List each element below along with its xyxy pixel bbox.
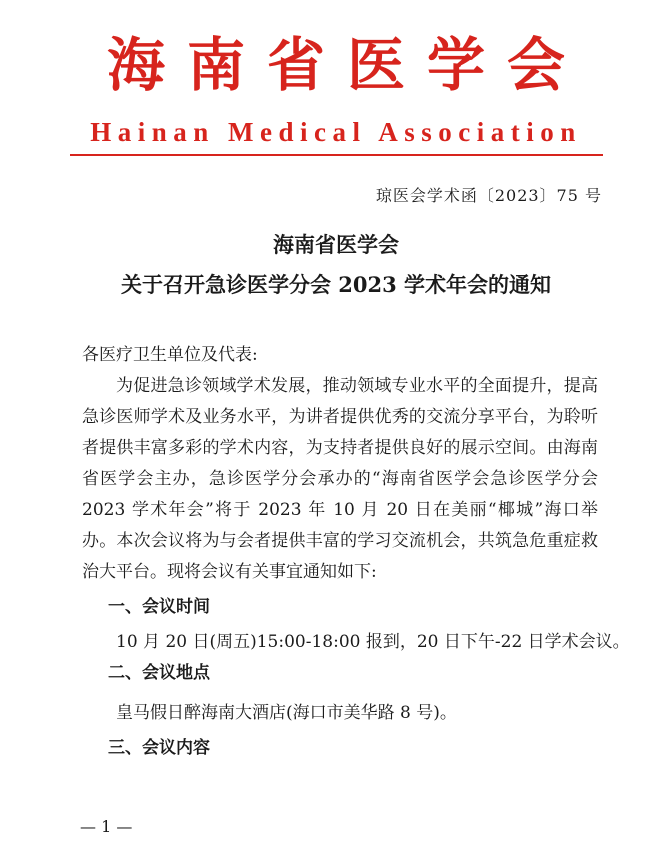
section-content-venue: 皇马假日醉海南大酒店(海口市美华路 8 号)。 xyxy=(116,703,457,723)
title-line-2: 关于召开急诊医学分会 2023 学术年会的通知 xyxy=(120,272,552,297)
section-content-time: 10 月 20 日(周五)15:00-18:00 报到，20 日下午-22 日学术会议。 xyxy=(116,632,630,652)
page-number: — 1 — xyxy=(80,817,133,836)
section-heading-content: 三、会议内容 xyxy=(108,738,210,758)
title-line-1: 海南省医学会 xyxy=(273,232,399,257)
salutation: 各医疗卫生单位及代表: xyxy=(82,345,258,365)
section-heading-time: 一、会议时间 xyxy=(108,597,210,617)
header-org-name-en: Hainan Medical Association xyxy=(90,117,582,147)
header-divider xyxy=(70,154,603,156)
document-number: 琼医会学术函〔2023〕75 号 xyxy=(375,186,602,205)
header-org-name-cn: 海南省医学会 xyxy=(106,31,587,99)
section-heading-venue: 二、会议地点 xyxy=(108,663,210,683)
intro-paragraph: 为促进急诊领域学术发展，推动领域专业水平的全面提升，提高急诊医师学术及业务水平，为讲者提供优秀的交流分享平台，为聆听者提供丰富多彩的学术内容，为支持者提供良好的展示空间。由海南省医学会主办，急诊医学分会承办的“海南省医学会急诊医学分会 2023 学术年会”将于 2023 年 10 月 20 日在美丽“椰城”海口举办。本次会议将为与会者提供丰富的学习交流机会，共筑急危重症救治大平台。现将会议有关事宜通知如下: xyxy=(82,376,598,582)
